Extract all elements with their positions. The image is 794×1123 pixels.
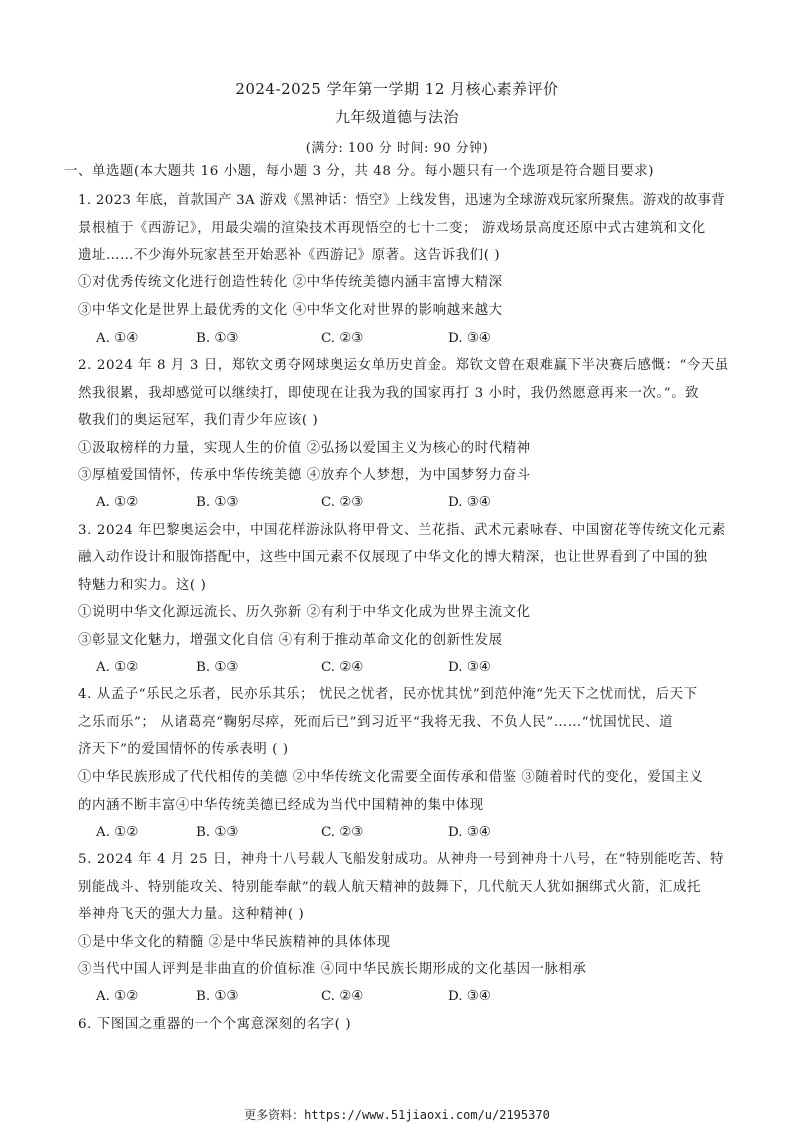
q4-statement-2: 的内涵不断丰富④中华传统美德已经成为当代中国精神的集中体现: [78, 798, 484, 813]
q1-line-3: 遗址……不少海外玩家甚至开始恶补《西游记》原著。这告诉我们( ): [78, 248, 501, 263]
q3-line-2: 融入动作设计和服饰搭配中，这些中国元素不仅展现了中华文化的博大精深，也让世界看到了中国的独: [78, 550, 708, 565]
q2-option-a: A. ①②: [96, 495, 139, 510]
q2-option-b: B. ①③: [196, 495, 239, 510]
q4-line-2: 之乐而乐”； 从诸葛亮“鞠躬尽瘁，死而后已”到习近平“我将无我、不负人民”……“忧国忧民、道: [78, 715, 674, 730]
exam-score-time: (满分: 100 分 时间: 90 分钟): [305, 141, 489, 156]
q2-line-1: 2. 2024 年 8 月 3 日，郑钦文勇夺网球奥运女单历史首金。郑钦文曾在艰难赢下半决赛后感慨：“今天虽: [78, 358, 729, 373]
q1-statement-2: ③中华文化是世界上最优秀的文化 ④中华文化对世界的影响越来越大: [78, 303, 503, 318]
q5-option-d: D. ③④: [448, 989, 491, 1004]
q1-statement-1: ①对优秀传统文化进行创造性转化 ②中华传统美德内涵丰富博大精深: [78, 275, 503, 290]
q3-statement-1: ①说明中华文化源远流长、历久弥新 ②有利于中华文化成为世界主流文化: [78, 605, 531, 620]
q4-option-b: B. ①③: [196, 825, 239, 840]
q2-option-c: C. ②③: [321, 495, 364, 510]
footer-more-resources: 更多资料：https://www.51jiaoxi.com/u/2195370: [244, 1108, 550, 1122]
q5-option-c: C. ②④: [321, 989, 364, 1004]
q5-statement-2: ③当代中国人评判是非曲直的价值标准 ④同中华民族长期形成的文化基因一脉相承: [78, 962, 587, 977]
q2-line-3: 敬我们的奥运冠军，我们青少年应该( ): [78, 413, 319, 428]
q5-statement-1: ①是中华文化的精髓 ②是中华民族精神的具体体现: [78, 935, 391, 950]
q3-option-d: D. ③④: [448, 660, 491, 675]
q1-option-d: D. ③④: [448, 331, 491, 346]
q2-statement-2: ③厚植爱国情怀，传承中华传统美德 ④放弃个人梦想，为中国梦努力奋斗: [78, 468, 531, 483]
q3-option-b: B. ①③: [196, 660, 239, 675]
q2-line-2: 然我很累，我却感觉可以继续打，即使现在让我为我的国家再打 3 小时，我仍然愿意再来一次。”。致: [78, 386, 700, 401]
q1-line-2: 景根植于《西游记》，用最尖端的渲染技术再现悟空的七十二变； 游戏场景高度还原中式古建筑和文化: [78, 221, 706, 236]
q2-statement-1: ①汲取榜样的力量，实现人生的价值 ②弘扬以爱国主义为核心的时代精神: [78, 441, 531, 456]
q4-statement-1: ①中华民族形成了代代相传的美德 ②中华传统文化需要全面传承和借鉴 ③随着时代的变化，爱国主义: [78, 770, 704, 785]
q5-option-b: B. ①③: [196, 989, 239, 1004]
q6-line-1: 6. 下图国之重器的一个个寓意深刻的名字( ): [78, 1017, 352, 1032]
exam-subject: 九年级道德与法治: [334, 108, 459, 126]
q1-option-b: B. ①③: [196, 331, 239, 346]
q3-option-c: C. ②④: [321, 660, 364, 675]
exam-title: 2024-2025 学年第一学期 12 月核心素养评价: [235, 80, 559, 98]
q4-option-d: D. ③④: [448, 825, 491, 840]
q5-line-3: 举神舟飞天的强大力量。这种精神( ): [78, 907, 305, 922]
section-heading: 一、单选题(本大题共 16 小题，每小题 3 分，共 48 分。每小题只有一个选项是符合题目要求): [64, 164, 655, 179]
q5-option-a: A. ①②: [96, 989, 139, 1004]
q3-line-3: 特魅力和实力。这( ): [78, 578, 207, 593]
q3-line-1: 3. 2024 年巴黎奥运会中，中国花样游泳队将甲骨文、兰花指、武术元素咏春、中国窗花等传统文化元素: [78, 523, 726, 538]
q5-line-1: 5. 2024 年 4 月 25 日，神舟十八号载人飞船发射成功。从神舟一号到神舟十八号，在“特别能吃苦、特: [78, 852, 725, 867]
q4-option-c: C. ②③: [321, 825, 364, 840]
q4-option-a: A. ①②: [96, 825, 139, 840]
q1-option-c: C. ②③: [321, 331, 364, 346]
q1-option-a: A. ①④: [96, 331, 139, 346]
q2-option-d: D. ③④: [448, 495, 491, 510]
q3-statement-2: ③彰显文化魅力，增强文化自信 ④有利于推动革命文化的创新性发展: [78, 633, 503, 648]
q4-line-1: 4. 从孟子“乐民之乐者，民亦乐其乐； 忧民之忧者，民亦忧其忧”到范仲淹“先天下之忧而忧，后天下: [78, 687, 698, 702]
q4-line-3: 济天下”的爱国情怀的传承表明 ( ): [78, 742, 289, 757]
q1-line-1: 1. 2023 年底，首款国产 3A 游戏《黑神话：悟空》上线发售，迅速为全球游戏玩家所聚焦。游戏的故事背: [78, 193, 725, 208]
q5-line-2: 别能战斗、特别能攻关、特别能奉献”的载人航天精神的鼓舞下，几代航天人犹如捆绑式火箭，汇成托: [78, 880, 702, 895]
q3-option-a: A. ①②: [96, 660, 139, 675]
